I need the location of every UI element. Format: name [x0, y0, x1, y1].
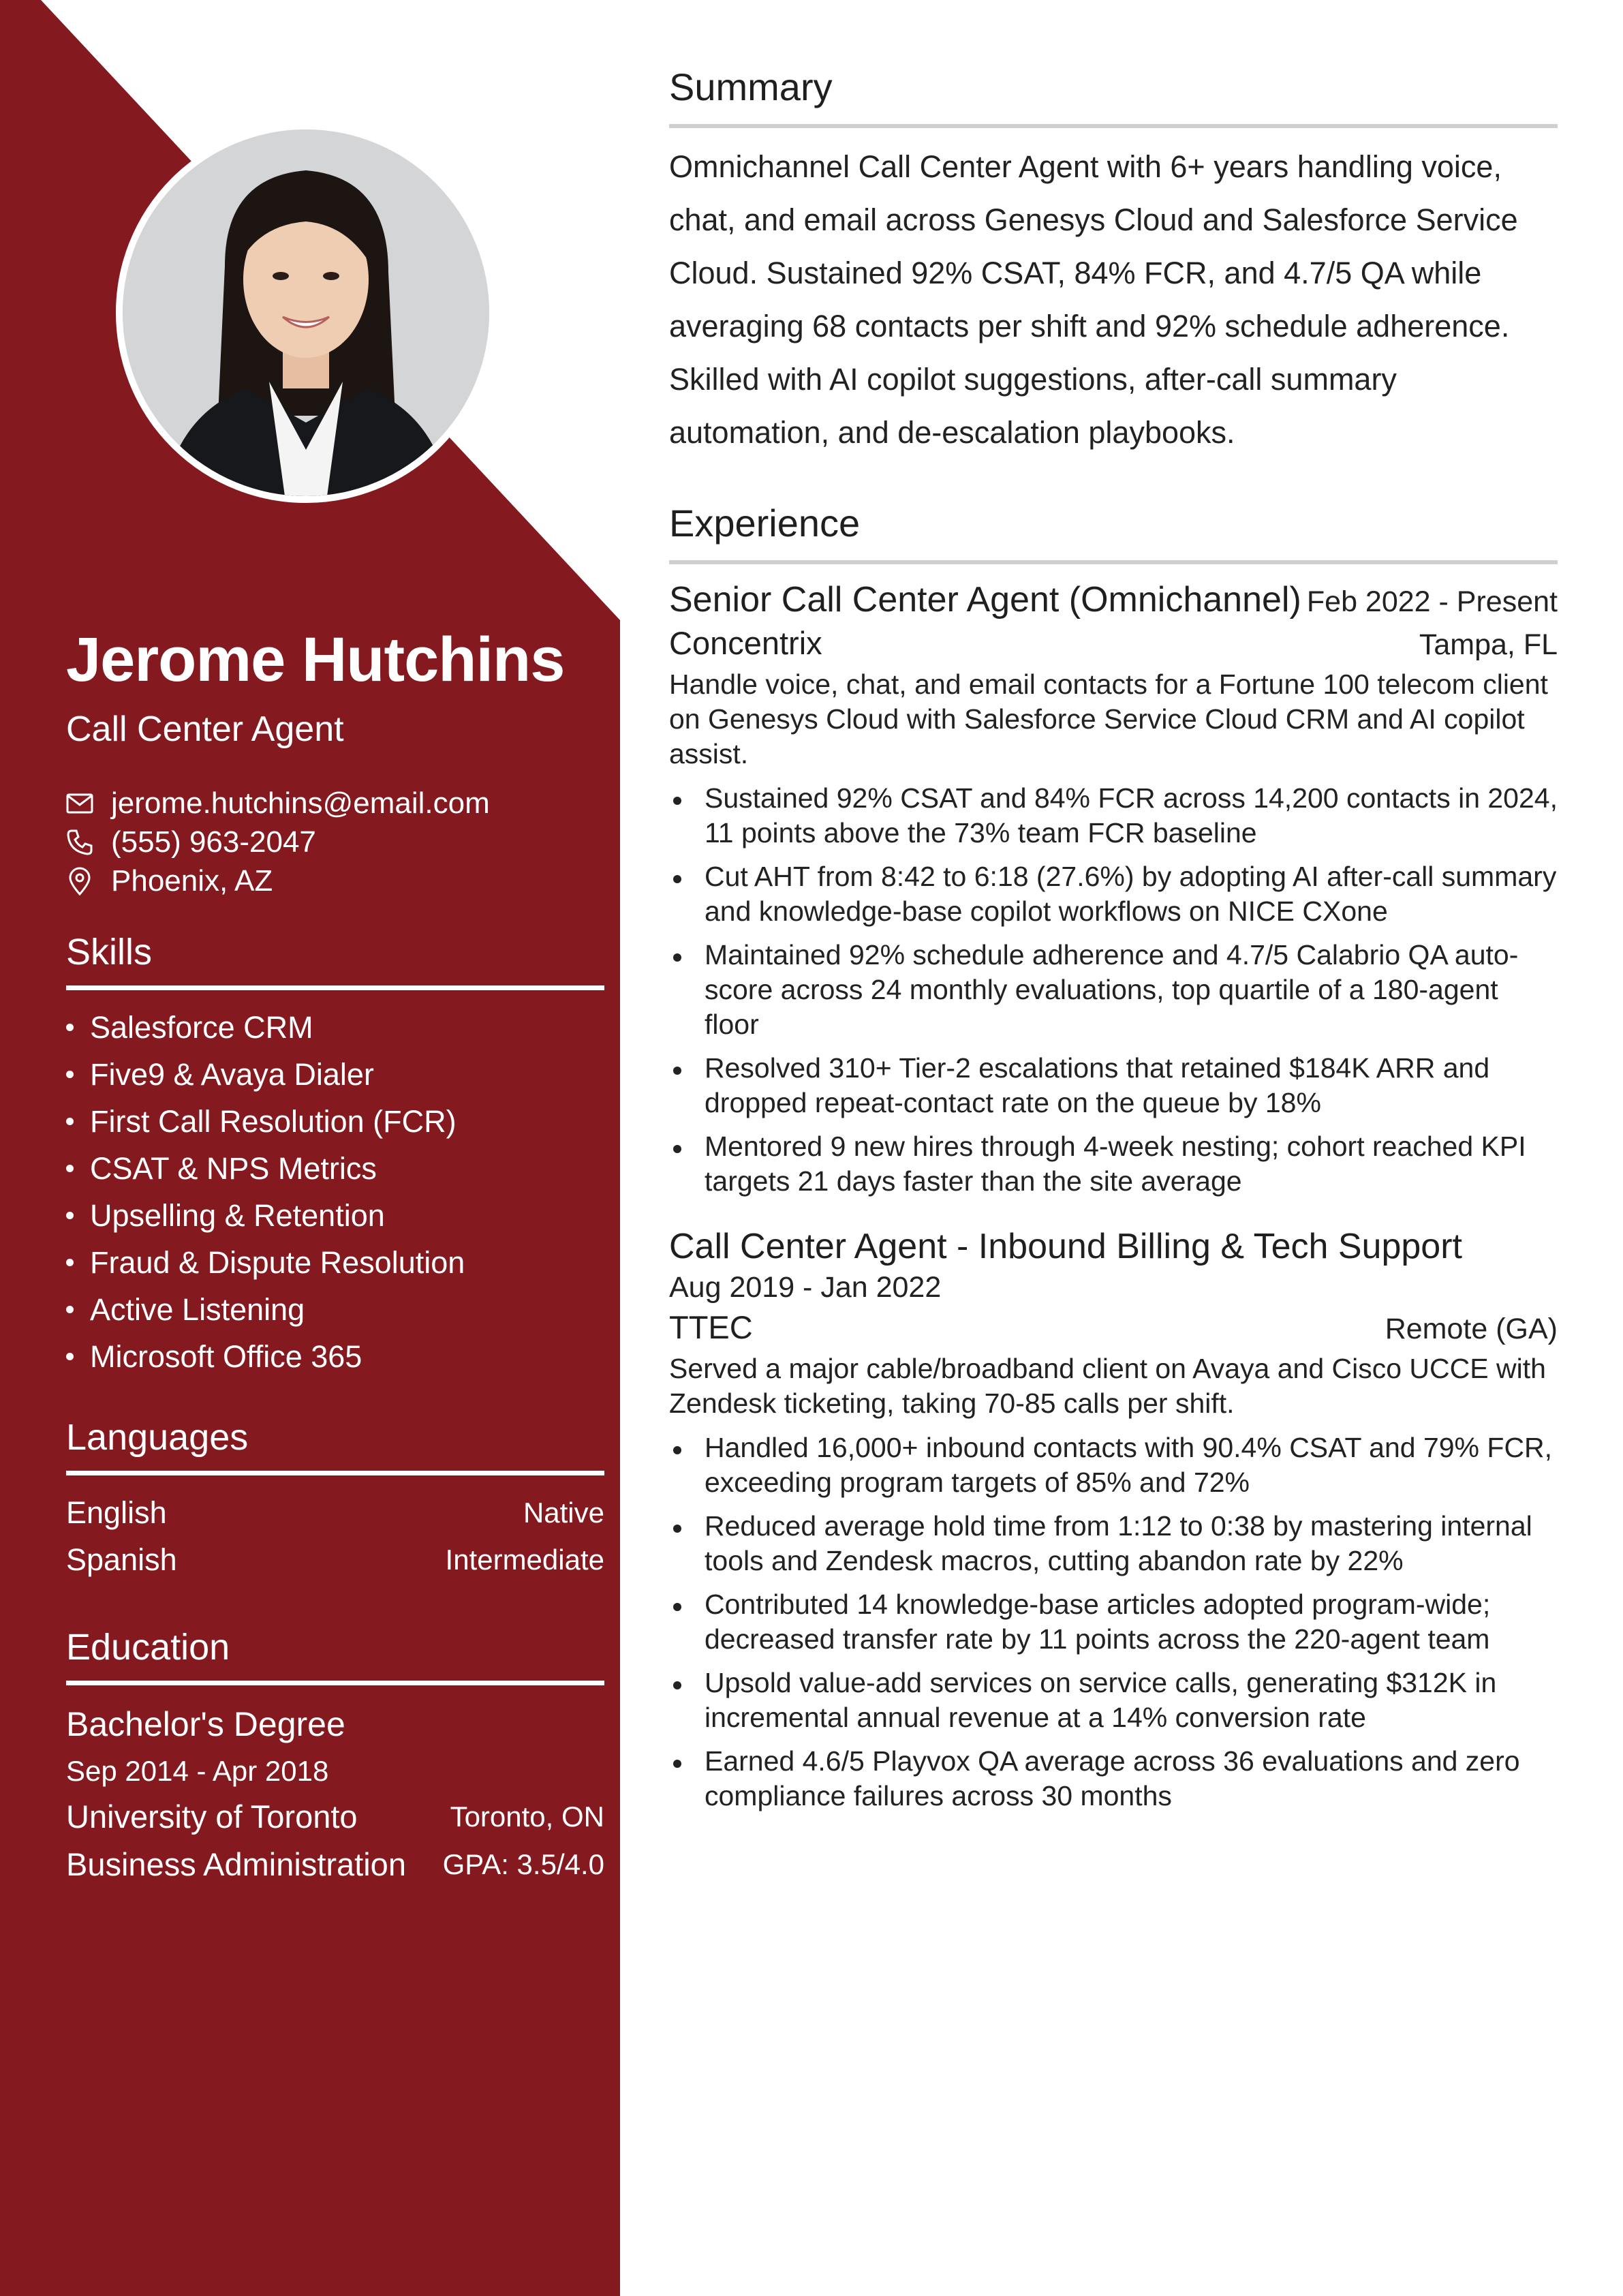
job-location: Remote (GA)	[1385, 1313, 1558, 1345]
summary-text: Omnichannel Call Center Agent with 6+ years handling voice, chat, and email across Genesys Cloud and Salesforce Service Cloud. Sustained 92% CSAT, 84% FCR, and 4.7/5 QA while averaging 68 contacts per shift and 92% schedule adherence. Skilled with AI copilot suggestions, after-call summary automation, and de-escalation playbooks.	[669, 149, 1518, 450]
languages-heading: Languages	[66, 1416, 604, 1475]
skills-heading: Skills	[66, 931, 604, 990]
skill-item: Upselling & Retention	[66, 1192, 604, 1239]
bullet-item: Mentored 9 new hires through 4-week nesting; cohort reached KPI targets 21 days faster than the site average	[669, 1129, 1558, 1199]
bullet-item: Handled 16,000+ inbound contacts with 90.4% CSAT and 79% FCR, exceeding program targets of 85% and 72%	[669, 1430, 1558, 1500]
bullet-item: Resolved 310+ Tier-2 escalations that retained $184K ARR and dropped repeat-contact rate on the queue by 18%	[669, 1051, 1558, 1120]
skill-item: Fraud & Dispute Resolution	[66, 1239, 604, 1286]
job-company: TTEC	[669, 1309, 753, 1345]
education-degree: Bachelor's Degree	[66, 1705, 345, 1743]
education-field: Business Administration	[66, 1846, 406, 1882]
envelope-icon	[66, 790, 100, 817]
phone-icon	[66, 829, 100, 856]
job-bullets	[669, 1430, 1558, 1813]
contact-info	[66, 784, 604, 900]
job-entry	[669, 1226, 1558, 1813]
language-row	[66, 1536, 604, 1583]
profile-photo	[116, 123, 496, 503]
language-name: Spanish	[66, 1542, 177, 1577]
skill-item: Microsoft Office 365	[66, 1333, 604, 1380]
job-entry	[669, 579, 1558, 1199]
phone-text: (555) 963-2047	[111, 825, 316, 859]
summary-section	[669, 65, 1558, 459]
bullet-item: Maintained 92% schedule adherence and 4.7/5 Calabrio QA auto-score across 24 monthly evaluations, top quartile of a 180-agent floor	[669, 938, 1558, 1042]
skill-item: Active Listening	[66, 1286, 604, 1333]
location-text: Phoenix, AZ	[111, 863, 273, 898]
education-location: Toronto, ON	[450, 1801, 604, 1833]
email-text: jerome.hutchins@email.com	[111, 786, 490, 820]
skill-item: Salesforce CRM	[66, 1004, 604, 1051]
education-school: University of Toronto	[66, 1798, 358, 1835]
experience-heading: Experience	[669, 501, 1558, 564]
languages-section	[66, 1416, 604, 1583]
education-school-row	[66, 1793, 604, 1841]
job-company: Concentrix	[669, 625, 822, 661]
job-description: Handle voice, chat, and email contacts for a Fortune 100 telecom client on Genesys Cloud with Salesforce Service Cloud CRM and AI copilot assist.	[669, 669, 1548, 769]
map-pin-icon	[66, 868, 100, 895]
contact-location	[66, 861, 604, 900]
language-row	[66, 1489, 604, 1536]
bullet-item: Sustained 92% CSAT and 84% FCR across 14,200 contacts in 2024, 11 points above the 73% team FCR baseline	[669, 781, 1558, 851]
contact-email[interactable]	[66, 784, 604, 823]
contact-phone[interactable]	[66, 823, 604, 861]
job-title: Call Center Agent - Inbound Billing & Tech Support	[669, 1227, 1462, 1266]
skill-item: First Call Resolution (FCR)	[66, 1098, 604, 1145]
language-level: Native	[523, 1497, 604, 1529]
job-dates: Aug 2019 - Jan 2022	[669, 1271, 942, 1304]
job-title: Senior Call Center Agent (Omnichannel)	[669, 580, 1301, 619]
bullet-item: Reduced average hold time from 1:12 to 0:38 by mastering internal tools and Zendesk macros, cutting abandon rate by 22%	[669, 1509, 1558, 1578]
language-name: English	[66, 1495, 167, 1530]
bullet-item: Earned 4.6/5 Playvox QA average across 36 evaluations and zero compliance failures across 30 months	[669, 1744, 1558, 1813]
education-dates: Sep 2014 - Apr 2018	[66, 1755, 329, 1787]
language-level: Intermediate	[445, 1544, 604, 1576]
summary-heading: Summary	[669, 65, 1558, 128]
candidate-title: Call Center Agent	[66, 709, 344, 749]
bullet-item: Upsold value-add services on service calls, generating $312K in incremental annual revenue at a 14% conversion rate	[669, 1666, 1558, 1735]
job-description: Served a major cable/broadband client on Avaya and Cisco UCCE with Zendesk ticketing, taking 70-85 calls per shift.	[669, 1353, 1546, 1419]
bullet-item: Contributed 14 knowledge-base articles adopted program-wide; decreased transfer rate by 11 points across the 220-agent team	[669, 1587, 1558, 1657]
bullet-item: Cut AHT from 8:42 to 6:18 (27.6%) by adopting AI after-call summary and knowledge-base copilot workflows on NICE CXone	[669, 859, 1558, 929]
job-bullets	[669, 781, 1558, 1199]
education-gpa: GPA: 3.5/4.0	[442, 1848, 604, 1880]
education-field-row	[66, 1841, 604, 1888]
job-location: Tampa, FL	[1419, 628, 1558, 661]
experience-section	[669, 501, 1558, 1822]
education-section	[66, 1626, 604, 1888]
skill-item: Five9 & Avaya Dialer	[66, 1051, 604, 1098]
skill-item: CSAT & NPS Metrics	[66, 1145, 604, 1192]
skills-section	[66, 931, 604, 1380]
job-dates: Feb 2022 - Present	[1306, 585, 1558, 618]
candidate-name: Jerome Hutchins	[66, 625, 565, 694]
education-heading: Education	[66, 1626, 604, 1685]
